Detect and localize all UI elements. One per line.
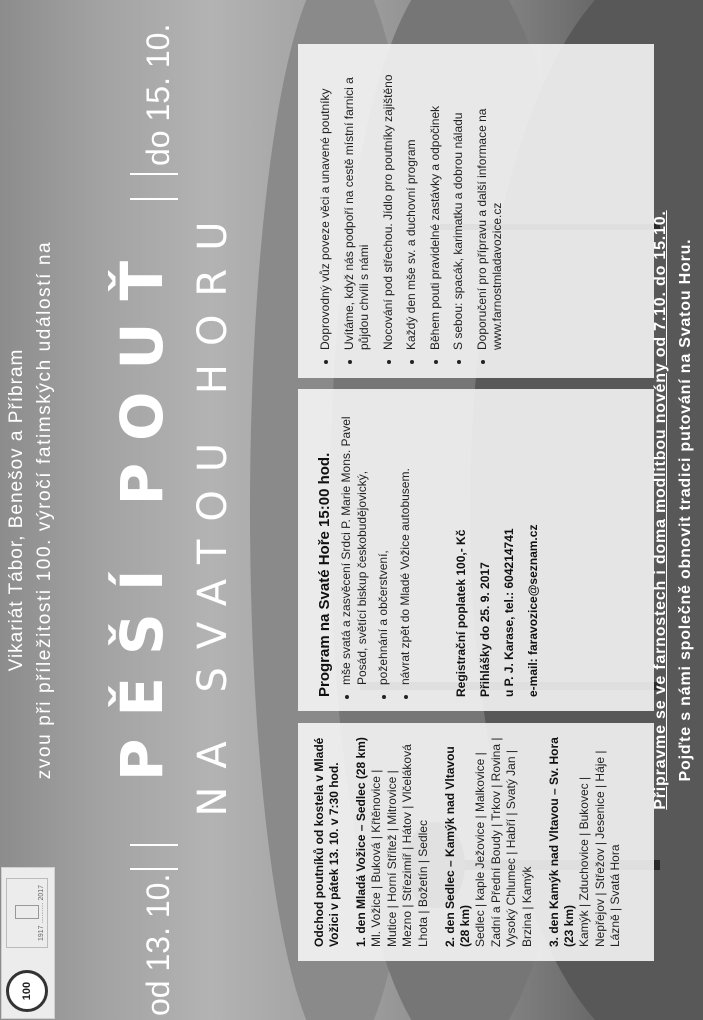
info-item: • Během pouti pravidelné zastávky a odpočinek bbox=[428, 54, 444, 350]
program-item: • mše svatá a zasvěcení Srdci P. Marie Mons. Pavel Posád, světící biskup českobudějovický, bbox=[339, 397, 370, 685]
program-list bbox=[339, 397, 413, 697]
divider-bar bbox=[130, 868, 178, 870]
info-item: • Nocování pod střechou. Jídlo pro poutníky zajištěno bbox=[381, 54, 397, 350]
info-item-website[interactable]: • Doporučení pro přípravu a další informace na www.farnostmladavozice.cz bbox=[475, 54, 506, 350]
program-title: Program na Svaté Hoře 15:00 hod. bbox=[316, 452, 333, 697]
date-from: od 13. 10. bbox=[140, 873, 176, 1016]
divider-bar bbox=[130, 173, 178, 175]
itinerary-panel bbox=[298, 723, 654, 961]
info-item: • S sebou: spacák, karimatku a dobrou náladu bbox=[451, 54, 467, 350]
pilgrimage-invitation: Pojďte s námi společně obnovit tradici putování na Svatou Horu. bbox=[677, 238, 694, 782]
day-heading: 1. den Mladá Vožice – Sedlec (28 km) bbox=[354, 737, 368, 947]
info-list bbox=[318, 54, 506, 362]
registration-deadline: Přihlášky do 25. 9. 2017 bbox=[478, 562, 492, 697]
info-item: • Uvítáme, když nás podpoří na cestě místní farnici a půjdou chvíli s námi bbox=[342, 54, 373, 350]
program-item: • návrat zpět do Mladé Vožice autobusem. bbox=[398, 397, 414, 685]
date-to: do 15. 10. bbox=[140, 23, 176, 166]
novena-invitation: Připravme se ve farnostech i doma modlitbou novény od 7.10. do 15.10. bbox=[652, 210, 669, 810]
header-organizers: Vikariát Tábor, Benešov a Příbram bbox=[6, 348, 27, 672]
logo-circle-text: 100 bbox=[21, 981, 33, 1001]
header-invitation: zvou při příležitosti 100. výročí fatimských událostí na bbox=[34, 240, 55, 780]
program-panel bbox=[298, 389, 654, 711]
program-item: • požehnání a občerstvení, bbox=[376, 397, 392, 685]
day-heading: 3. den Kamýk nad Vltavou – Sv. Hora (23 km) bbox=[547, 737, 576, 947]
logo-years-text: 1917 ……… 2017 bbox=[38, 884, 45, 941]
departure-info: Odchod poutníků od kostela v Mladé Vožici v pátek 13. 10. v 7:30 hod. bbox=[312, 737, 341, 947]
day-route: Kamýk | Zduchovice | Bukovec | Nepřejov | Střežov | Jesenice | Háje | Lázně | Svatá Hora bbox=[577, 750, 622, 947]
divider-bar bbox=[130, 844, 178, 846]
page-title: PĚŠÍ POUŤ bbox=[108, 238, 176, 782]
info-item: • Každý den mše sv. a duchovní program bbox=[404, 54, 420, 350]
day-route: Ml. Vožice | Buková | Křtěnovice | Mutice | Horní Střítež | Mitrovice | Mezno | Střezimíř | Hátov | Vlčeláková Lhota | Božetín | Sedlec bbox=[369, 744, 430, 947]
day-heading: 2. den Sedlec – Kamýk nad Vltavou (28 km) bbox=[443, 746, 472, 947]
info-panel bbox=[298, 44, 654, 378]
page-subtitle: NA SVATOU HORU bbox=[190, 203, 236, 817]
day-route: Sedlec | kaple Ježovice | Malkovice | Zadní a Přední Boudy | Trkov | Rovina | Vysoký Chlumec | Habří | Svatý Jan | Brzina | Kamýk bbox=[473, 737, 534, 947]
info-item: • Doprovodný vůz poveze věci a unavené poutníky bbox=[318, 54, 334, 350]
registration-fee: Registrační poplatek 100,- Kč bbox=[454, 529, 468, 697]
registration-email[interactable]: e-mail: faravozice@seznam.cz bbox=[526, 524, 540, 697]
divider-bar bbox=[130, 198, 178, 200]
registration-contact: u P. J. Karase, tel.: 604214741 bbox=[502, 528, 516, 697]
